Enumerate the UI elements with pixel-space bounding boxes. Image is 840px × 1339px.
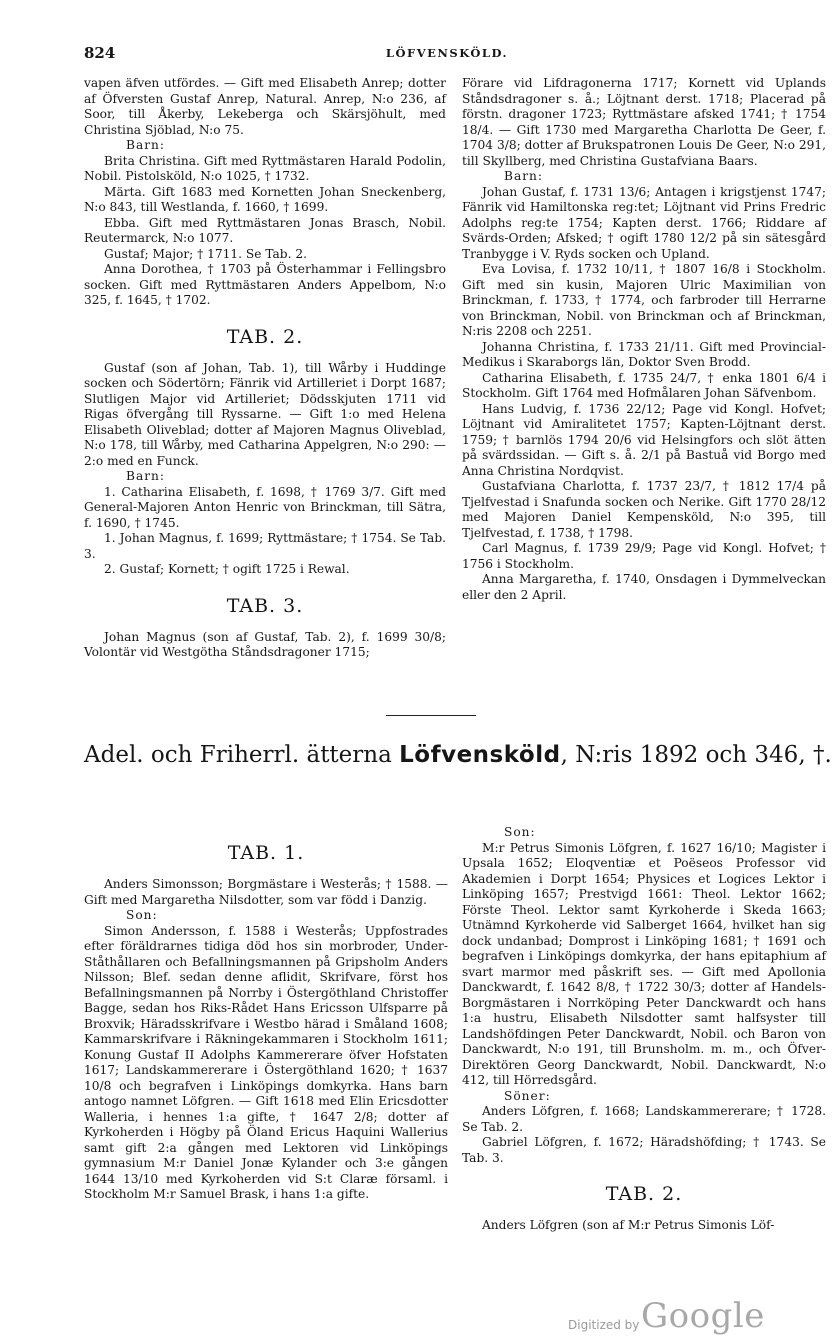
paragraph: Simon Andersson, f. 1588 i Westerås; Uppfostrades efter föräldrarnes tidiga död hos sin morbroder, Under-Ståthållaren och Befallningsmannen på Gripsholm Anders Nilsson; Blef. sedan denne aflidit, Skrifvare, först hos Befallningsmannen på Norrby i Östergöthland Christoffer Bagge, sedan hos Riks-Rådet Hans Ericsson Ulfsparre på Broxvik; Häradsskrifvare i Westbo härad i Småland 1608; Kammarskrifvare i Räkningekammaren i Stockholm 1611; Konung Gustaf II Adolphs Kammererare öfver Hofstaten 1617; Landskammererare i Östergöthland 1620; † 1637 10/8 och begrafven i Linköpings domkyrka. Hans barn antogo namnet Löfgren. — Gift 1618 med Elin Ericsdotter Walleria, i hennes 1:a gifte, † 1647 2/8; dotter af Kyrkoherden i Högby på Öland Ericus Haquini Wallerius samt gift 2:a gången med Lektoren vid Linköpings gymnasium M:r Daniel Jonæ Kylander och 3:e gången 1644 13/10 med Kyrkoherden vid S:t Claræ församl. i Stockholm M:r Samuel Brask, i hans 1:a gifte. [84, 923, 448, 1201]
paragraph: Hans Ludvig, f. 1736 22/12; Page vid Kongl. Hofvet; Löjtnant vid Amiralitetet 1757; Kapten-Löjtnant derst. 1759; † barnlös 1794 20/6 vid Helsingfors och slöt ätten på svärdssidan. — Gift s. å. 2/1 på Bastuå vid Borgo med Anna Christina Nordqvist. [462, 401, 826, 478]
paragraph: M:r Petrus Simonis Löfgren, f. 1627 16/10; Magister i Upsala 1652; Eloqventiæ et Poëseos Professor vid Akademien i Dorpt 1654; Physices et Logices Lektor i Linköping 1657; Prestvigd 1661: Theol. Lektor 1662; Förste Theol. Lektor samt Kyrkoherde i Skeda 1663; Utnämnd Kyrkoherde vid Salberget 1664, hvilket han sig dock undanbad; Domprost i Linköping 1681; † 1691 och begrafven i Linköpings domkyrka, der hans epitaphium af svart marmor med påskrift ses. — Gift med Apollonia Danckwardt, f. 1642 8/8, † 1722 30/3; dotter af Handels-Borgmästaren i Norrköping Peter Danckwardt och hans 1:a hustru, Elisabeth Nilsdotter samt halfsyster till Landshöfdingen Peter Danckwardt, Nobil. och Baron von Danckwardt, N:o 191, till Brunsholm. m. m., och Öfver-Direktören Georg Danckwardt, Nobil. Danckwardt, N:o 412, till Hörredsgård. [462, 840, 826, 1087]
paragraph: Johan Magnus (son af Gustaf, Tab. 2), f. 1699 30/8; Volontär vid Westgötha Ståndsdragoner 1715; [84, 629, 446, 659]
children-label: Son: [126, 908, 158, 922]
children-label: Son: [504, 825, 536, 839]
google-digitized-watermark [568, 1298, 788, 1338]
paragraph: 1. Johan Magnus, f. 1699; Ryttmästare; † 1754. Se Tab. 3. [84, 531, 446, 561]
paragraph: Anders Simonsson; Borgmästare i Westerås; † 1588. — Gift med Margaretha Nilsdotter, som var född i Danzig. [84, 877, 448, 907]
paragraph: Ebba. Gift med Ryttmästaren Jonas Brasch, Nobil. Reutermarck, N:o 1077. [84, 215, 446, 245]
section-heading-prefix: Adel. och Friherrl. ätterna [84, 742, 400, 768]
paragraph: Carl Magnus, f. 1739 29/9; Page vid Kongl. Hofvet; † 1756 i Stockholm. [462, 541, 826, 571]
children-label: Barn: [126, 469, 166, 483]
paragraph: Anna Margaretha, f. 1740, Onsdagen i Dymmelveckan eller den 2 April. [462, 572, 826, 602]
paragraph: Anders Löfgren (son af M:r Petrus Simonis Löf- [482, 1218, 775, 1232]
paragraph: Eva Lovisa, f. 1732 10/11, † 1807 16/8 i Stockholm. Gift med sin kusin, Majoren Ulric Maximilian von Brinckman, f. 1733, † 1774, och farbroder till Herrarne von Brinckman, Nobil. von Brinckman och af Brinckman, N:ris 2208 och 2251. [462, 262, 826, 338]
paragraph: vapen äfven utfördes. — Gift med Elisabeth Anrep; dotter af Öfversten Gustaf Anrep, Natural. Anrep, N:o 236, af Soor, till Åkerby, Lekeberga och Skärsjöhult, med Christina Sjöblad, N:o 75. [84, 76, 446, 137]
top-right-column [462, 76, 826, 603]
paragraph: Gustaf (son af Johan, Tab. 1), till Wårby i Huddinge socken och Södertörn; Fänrik vid Artilleriet i Dorpt 1687; Slutligen Major vid Artilleriet; Dödsskjuten 1711 vid Rigas öfvergång till Ryssarne. — Gift 1:o med Helena Elisabeth Oliveblad; dotter af Majoren Magnus Oliveblad, N:o 178, till Wårby, med Catharina Appelgren, N:o 290: — 2:o med en Funck. [84, 360, 446, 468]
paragraph: Förare vid Lifdragonerna 1717; Kornett vid Uplands Ståndsdragoner s. å.; Löjtnant derst. 1718; Placerad på förstn. dragoner 1723; Ryttmästare afsked 1741; † 1754 18/4. — Gift 1730 med Margaretha Charlotta De Geer, f. 1704 3/8; dotter af Brukspatronen Louis De Geer, N:o 291, till Skyllberg, med Christina Gustafviana Baars. [462, 76, 826, 168]
running-title: LÖFVENSKÖLD. [385, 46, 509, 60]
paragraph: Gustaf; Major; † 1711. Se Tab. 2. [104, 246, 307, 261]
section-heading-suffix: , N:ris 1892 och 346, †. [560, 742, 832, 768]
paragraph: Gabriel Löfgren, f. 1672; Häradshöfding; † 1743. Se Tab. 3. [462, 1135, 826, 1165]
children-label: Barn: [504, 169, 544, 183]
children-label: Söner: [504, 1088, 551, 1103]
section-heading-family-name: Löfvensköld [399, 742, 561, 768]
section-heading [84, 740, 832, 770]
paragraph: 2. Gustaf; Kornett; † ogift 1725 i Rewal. [104, 562, 350, 576]
watermark-prefix: Digitized by [568, 1318, 640, 1332]
bottom-right-column [462, 825, 826, 1234]
page-header [84, 44, 810, 68]
paragraph: Catharina Elisabeth, f. 1735 24/7, † enka 1801 6/4 i Stockholm. Gift 1764 med Hofmålaren Johan Säfvenbom. [462, 370, 826, 400]
top-left-column [84, 76, 446, 661]
paragraph: Märta. Gift 1683 med Kornetten Johan Sneckenberg, N:o 843, till Westlanda, f. 1660, † 1699. [84, 184, 446, 214]
paragraph: Johanna Christina, f. 1733 21/11. Gift med Provincial-Medikus i Skaraborgs län, Doktor Sven Brodd. [462, 339, 826, 369]
paragraph: 1. Catharina Elisabeth, f. 1698, † 1769 3/7. Gift med General-Majoren Anton Henric von Brinckman, till Sätra, f. 1690, † 1745. [84, 484, 446, 530]
paragraph: Anna Dorothea, † 1703 på Österhammar i Fellingsbro socken. Gift med Ryttmästaren Anders Appelbom, N:o 325, f. 1645, † 1702. [84, 262, 446, 307]
table-heading: TAB. 2. [226, 325, 304, 348]
table-heading: TAB. 3. [226, 594, 304, 617]
page-number: 824 [84, 44, 116, 62]
table-heading: TAB. 2. [605, 1183, 683, 1205]
section-divider [386, 715, 476, 716]
bottom-left-column [84, 825, 448, 1203]
paragraph: Johan Gustaf, f. 1731 13/6; Antagen i krigstjenst 1747; Fänrik vid Hamiltonska reg:tet; Löjtnant vid Prins Fredric Adolphs reg:te 1754; Kapten derst. 1766; Riddare af Svärds-Orden; Afsked; † ogift 1780 12/2 på sin sätesgård Tranbygge i V. Ryds socken och Upland. [462, 184, 826, 261]
paragraph: Anders Löfgren, f. 1668; Landskammererare; † 1728. Se Tab. 2. [462, 1104, 826, 1134]
paragraph: Gustafviana Charlotta, f. 1737 23/7, † 1812 17/4 på Tjelfvestad i Snafunda socken och Nerike. Gift 1770 28/12 med Majoren Daniel Kempensköld, N:o 395, till Tjelfvestad, f. 1738, † 1798. [462, 479, 826, 540]
table-heading: TAB. 1. [227, 842, 305, 864]
paragraph: Brita Christina. Gift med Ryttmästaren Harald Podolin, Nobil. Pistolsköld, N:o 1025, † 1732. [84, 153, 446, 183]
children-label: Barn: [126, 138, 166, 152]
google-logo: Google [641, 1296, 765, 1336]
